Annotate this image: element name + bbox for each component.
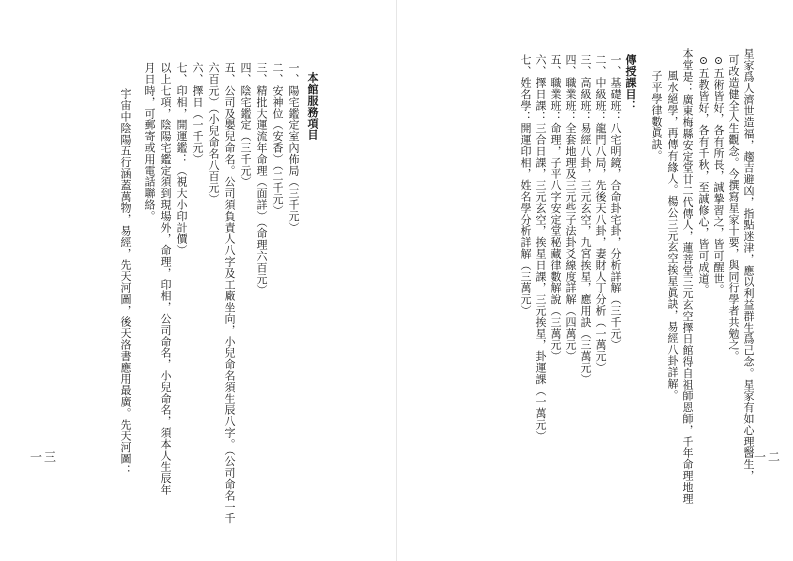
- services-note-cont: 月日時，可郵寄或用電話聯絡。: [143, 62, 156, 222]
- page-number: 一二: [754, 450, 783, 464]
- right-page: [397, 0, 793, 561]
- service-item-5-cont: 六百元）（小兒命名八百元）: [207, 62, 220, 205]
- course-item-7: 七、姓名學：開運印相，姓名學分析詳解（三萬元）: [519, 54, 532, 317]
- text-column-1: 星家爲人濟世造福，趨吉避凶，指點迷津，應以利益群生爲己念。星家有如心理醫生，: [742, 48, 755, 482]
- course-item-4: 四、職業班：全套地理及三元些子法卦爻線度詳解（四萬元）: [564, 54, 577, 362]
- left-page: [0, 0, 396, 561]
- text-column-4: ⊙五教皆好，各有千秋，至誠修心，皆可成道。: [697, 54, 710, 296]
- course-item-1: 一、基礎班：八宅明鏡，合命卦宅卦，分析詳解（三千元）: [609, 54, 622, 351]
- services-note: 以上七項，陰陽宅鑑定須到現場外，命理，印相，公司命名，小兒命名，須本人生辰年: [159, 62, 172, 496]
- course-item-5: 五、職業班：命理，子平八字安定堂秘藏律數解說（三萬元）: [549, 54, 562, 362]
- service-item-5: 五、公司及嬰兒命名。公司須負責人八字及工廠坐向，小兒命名須生辰八字。（公司命名一千: [223, 62, 236, 524]
- page-gutter: [396, 0, 397, 561]
- text-column-6: 風水絕學，再傳有緣人。楊公三元玄空挨星眞訣，易經八卦詳解。: [666, 70, 679, 401]
- course-item-6: 六、擇日課：三合日課，三元玄空，挨星日課，三元挨星，卦運課（一萬元）: [534, 54, 547, 442]
- text-column-7: 子平學律數眞訣。: [650, 70, 663, 162]
- section-heading-services: 本館服務項目: [306, 72, 319, 141]
- text-column-2: 可改造健全人生觀念。今撰寫星家十要，與同行學者共勉之。: [727, 54, 740, 362]
- page-number: 一三: [30, 450, 59, 464]
- service-item-1: 一、陽宅鑑定室內佈局（三千元）: [287, 62, 300, 233]
- service-item-2: 二、安神位（安香）（二千元）: [271, 62, 284, 217]
- service-item-7: 七、印相，開運鑑：（視大小印計價）: [175, 62, 188, 256]
- text-column-3: ⊙五術皆好，各有所長，誠摯習之，皆可醒世。: [712, 54, 725, 296]
- course-item-3: 三、高級班：易經八卦，三元玄空，九宮挨星，應用訣（三萬元）: [579, 54, 592, 385]
- service-item-3: 三、精批大運流年命理（面詳）（命理六百元）: [255, 62, 268, 296]
- service-item-6: 六、擇日（一千元）: [191, 62, 204, 165]
- text-column-hetu: 宇宙中陰陽五行涵蓋萬物，易經，先天河圖，後天洛書應用最廣。先天河圖：: [119, 88, 132, 476]
- service-item-4: 四、陰宅鑑定（三千元）: [239, 62, 252, 188]
- text-column-5: 本堂是：廣東梅縣安定堂廿二代傳人，蓮菩堂三元玄空擇日館得自祖師恩師，千年命理地理: [681, 48, 694, 504]
- course-item-2: 二、中級班：龍門八局，先後天八卦，妻財人丁分析（一萬元）: [594, 54, 607, 374]
- section-heading-courses: 傳授課目：: [624, 54, 637, 111]
